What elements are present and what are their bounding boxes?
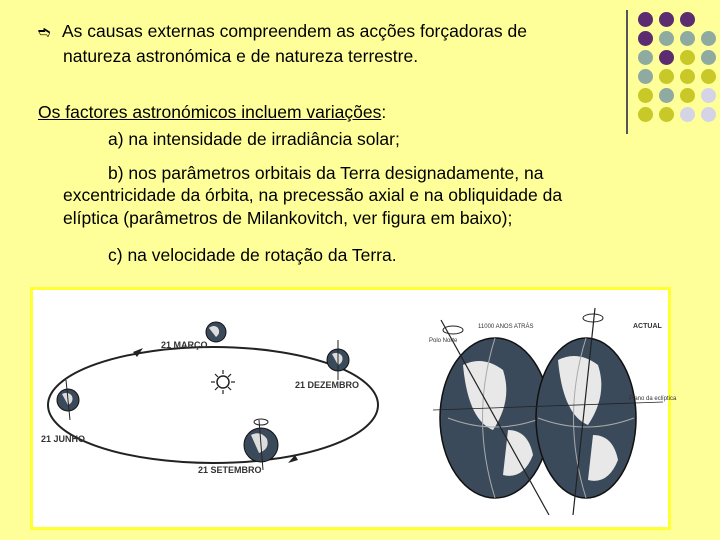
- dot: [659, 50, 674, 65]
- earth-december-icon: [327, 340, 349, 380]
- divider-line: [626, 10, 628, 134]
- dot: [701, 107, 716, 122]
- intro-colon: :: [381, 102, 387, 122]
- dot: [680, 50, 695, 65]
- intro-line: [38, 102, 386, 123]
- dot: [680, 12, 695, 27]
- label-pole: Polo Norte: [429, 338, 458, 344]
- dot: [638, 69, 653, 84]
- dot: [659, 31, 674, 46]
- dot: [701, 88, 716, 103]
- label-dezembro: 21 DEZEMBRO: [295, 380, 360, 390]
- intro-text: Os factores astronómicos incluem variações: [38, 102, 382, 122]
- dot: [659, 107, 674, 122]
- dot: [638, 12, 653, 27]
- item-b-line2: excentricidade da órbita, na precessão axial e na obliquidade da: [63, 185, 563, 205]
- dot: [659, 12, 674, 27]
- bullet-text-line2: natureza astronómica e de natureza terrestre.: [63, 46, 419, 66]
- globe-actual-icon: [536, 308, 636, 515]
- item-b-line3: elíptica (parâmetros de Milankovitch, ver figura em baixo);: [63, 208, 513, 228]
- item-a: a) na intensidade de irradiância solar;: [108, 129, 400, 149]
- dot: [701, 50, 716, 65]
- dot: [638, 107, 653, 122]
- dot: [680, 88, 695, 103]
- dot: [680, 107, 695, 122]
- figure-svg: [33, 290, 677, 527]
- bullet-text-line1: As causas externas compreendem as acções forçadoras de: [62, 21, 527, 41]
- item-b-line1: b) nos parâmetros orbitais da Terra designadamente, na: [108, 163, 544, 183]
- label-marco: 21 MARÇO: [161, 340, 208, 350]
- earth-march-icon: [206, 322, 226, 342]
- dot: [659, 69, 674, 84]
- label-past: 11000 ANOS ATRÁS: [478, 324, 534, 330]
- label-setembro: 21 SETEMBRO: [198, 465, 262, 475]
- dot: [701, 69, 716, 84]
- hollow-arrow-icon: ➬: [38, 24, 51, 41]
- dot: [680, 31, 695, 46]
- dot: [659, 88, 674, 103]
- item-c: c) na velocidade de rotação da Terra.: [108, 245, 397, 265]
- dot: [638, 31, 653, 46]
- dot: [638, 50, 653, 65]
- label-junho: 21 JUNHO: [41, 434, 86, 444]
- sun-icon: [211, 370, 235, 394]
- dot: [701, 31, 716, 46]
- label-plane: Plano da eclíptica: [629, 396, 677, 402]
- label-actual: ACTUAL: [633, 323, 662, 330]
- milankovitch-figure: [30, 287, 677, 530]
- globe-past-icon: [440, 320, 550, 515]
- dot: [680, 69, 695, 84]
- dot: [638, 88, 653, 103]
- earth-june-icon: [57, 380, 79, 420]
- bullet-paragraph: [38, 20, 527, 44]
